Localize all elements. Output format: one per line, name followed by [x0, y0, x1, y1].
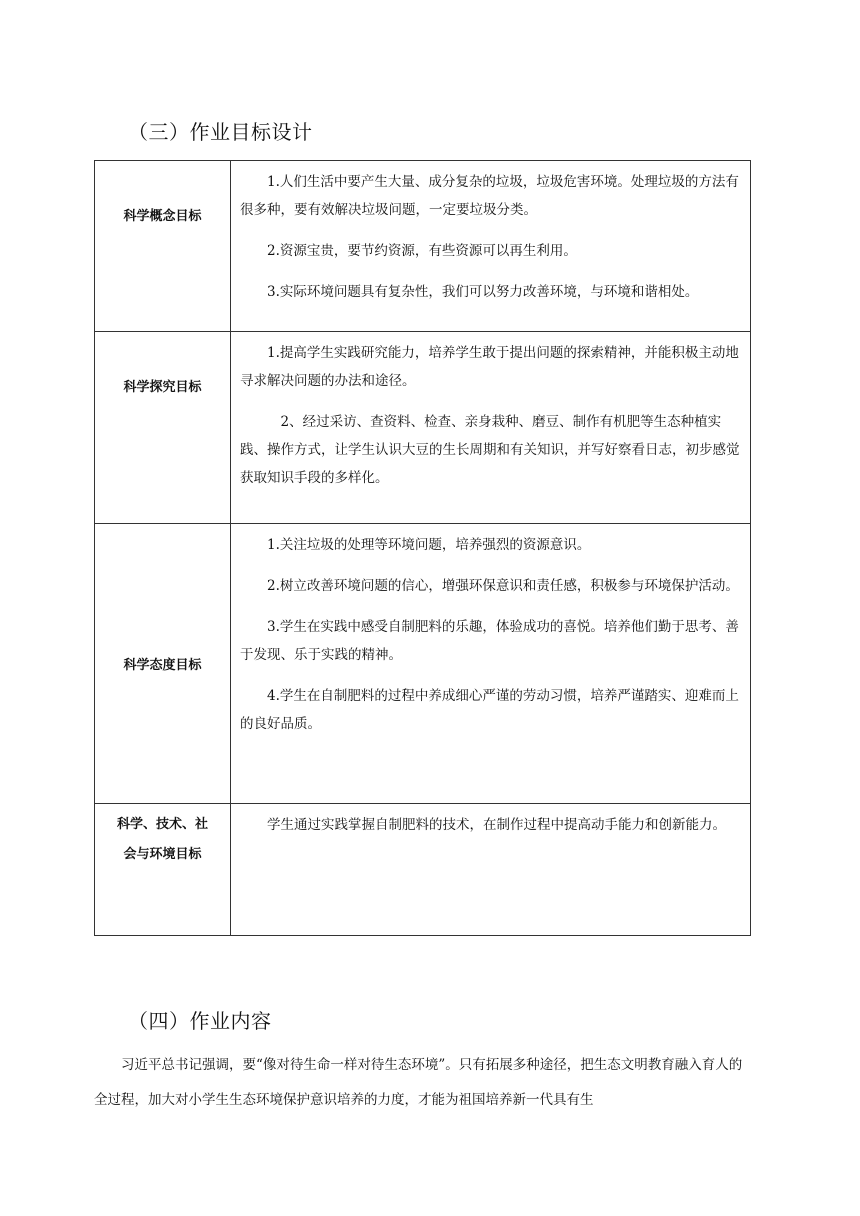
- table-row: [95, 332, 751, 524]
- row-label: [95, 161, 231, 332]
- row-label: [95, 804, 231, 936]
- row-label-text: 科学、技术、社: [116, 817, 208, 832]
- goal-item: 3.实际环境问题具有复杂性，我们可以努力改善环境，与环境和谐相处。: [267, 284, 699, 300]
- row-label: [95, 524, 231, 804]
- row-label-text: 会与环境目标: [123, 847, 202, 862]
- goal-item: 1.提高学生实践研究能力，培养学生敢于提出问题的探索精神，并能积极主动地寻求解决问题的办法和途径。: [240, 345, 739, 389]
- table-row: [95, 161, 751, 332]
- row-content: [231, 804, 751, 936]
- row-label: [95, 332, 231, 524]
- goal-item: 4.学生在自制肥料的过程中养成细心严谨的劳动习惯，培养严谨踏实、迎难而上的良好品质。: [240, 688, 739, 732]
- row-content: [231, 161, 751, 332]
- row-label-text: 科学态度目标: [123, 658, 202, 673]
- goal-item: 学生通过实践掌握自制肥料的技术，在制作过程中提高动手能力和创新能力。: [267, 817, 726, 833]
- goals-table: [94, 160, 751, 936]
- row-label-text: 科学探究目标: [123, 380, 202, 395]
- goal-item: 2.资源宝贵，要节约资源，有些资源可以再生利用。: [267, 243, 577, 259]
- row-label-text: 科学概念目标: [123, 209, 202, 224]
- row-content: [231, 332, 751, 524]
- body-paragraph: 习近平总书记强调，要“像对待生命一样对待生态环境”。只有拓展多种途径，把生态文明教育融入育人的全过程，加大对小学生生态环境保护意识培养的力度，才能为祖国培养新一代具有生: [94, 1057, 743, 1108]
- section-heading-goals: （三）作业目标设计: [128, 120, 313, 144]
- section-heading-content: （四）作业内容: [128, 1009, 272, 1033]
- goal-item: 2、经过采访、查资料、检查、亲身栽种、磨豆、制作有机肥等生态种植实践、操作方式，让学生认识大豆的生长周期和有关知识，并写好察看日志，初步感觉获取知识手段的多样化。: [240, 414, 740, 486]
- table-row: [95, 804, 751, 936]
- goal-item: 1.人们生活中要产生大量、成分复杂的垃圾，垃圾危害环境。处理垃圾的方法有很多种，要有效解决垃圾问题，一定要垃圾分类。: [240, 174, 739, 218]
- table-row: [95, 524, 751, 804]
- goal-item: 3.学生在实践中感受自制肥料的乐趣，体验成功的喜悦。培养他们勤于思考、善于发现、乐于实践的精神。: [240, 619, 739, 663]
- goal-item: 2.树立改善环境问题的信心，增强环保意识和责任感，积极参与环境保护活动。: [267, 578, 739, 594]
- goal-item: 1.关注垃圾的处理等环境问题，培养强烈的资源意识。: [267, 537, 591, 553]
- row-content: [231, 524, 751, 804]
